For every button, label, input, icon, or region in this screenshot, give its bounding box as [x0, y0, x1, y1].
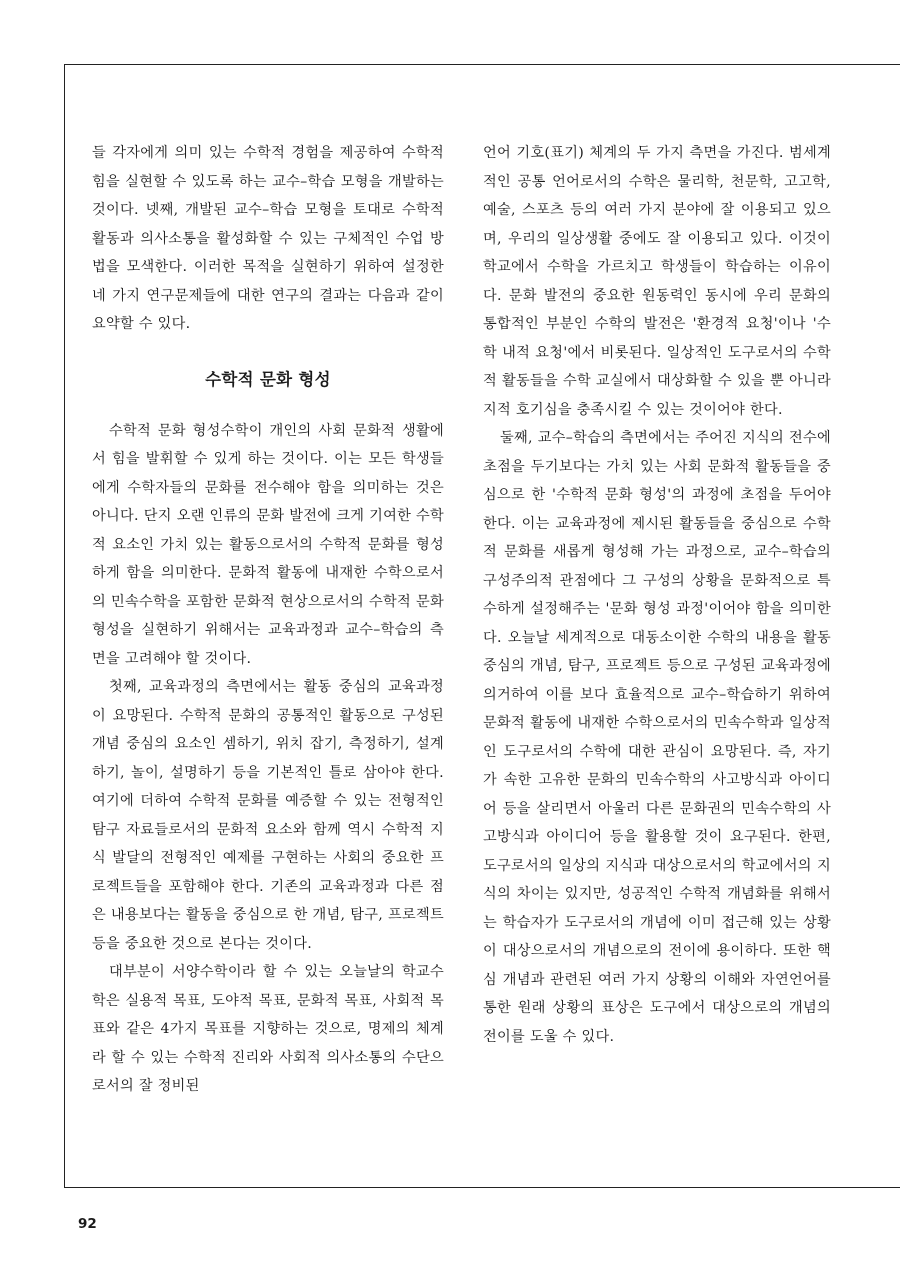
- paragraph: 언어 기호(표기) 체계의 두 가지 측면을 가진다. 범세계적인 공통 언어로서의 수학은 물리학, 천문학, 고고학, 예술, 스포츠 등의 여러 가지 분야에 잘 이용되고 있으며, 우리의 일상생활 중에도 잘 이용되고 있다. 이것이 학교에서 수학을 가르치고 학생들이 학습하는 이유이다. 문화 발전의 중요한 원동력인 동시에 우리 문화의 통합적인 부분인 수학의 발전은 '환경적 요청'이나 '수학 내적 요청'에서 비롯된다. 일상적인 도구로서의 수학적 활동들을 수학 교실에서 대상화할 수 있을 뿐 아니라 지적 호기심을 충족시킬 수 있는 것이어야 한다.: [483, 145, 831, 418]
- paragraph: 첫째, 교육과정의 측면에서는 활동 중심의 교육과정이 요망된다. 수학적 문화의 공통적인 활동으로 구성된 개념 중심의 요소인 셈하기, 위치 잡기, 측정하기, 설계하기, 놀이, 설명하기 등을 기본적인 틀로 삼아야 한다. 여기에 더하여 수학적 문화를 예증할 수 있는 전형적인 탐구 자료들로서의 문화적 요소와 함께 역시 수학적 지식 발달의 전형적인 예제를 구현하는 사회의 중요한 프로젝트들을 포함해야 한다. 기존의 교육과정과 다른 점은 내용보다는 활동을 중심으로 한 개념, 탐구, 프로젝트 등을 중요한 것으로 본다는 것이다.: [92, 679, 444, 952]
- paragraph: 둘째, 교수–학습의 측면에서는 주어진 지식의 전수에 초점을 두기보다는 가치 있는 사회 문화적 활동들을 중심으로 한 '수학적 문화 형성'의 과정에 초점을 두어야 한다. 이는 교육과정에 제시된 활동들을 중심으로 수학적 문화를 새롭게 형성해 가는 과정으로, 교수–학습의 구성주의적 관점에다 그 구성의 상황을 문화적으로 특수하게 설정해주는 '문화 형성 과정'이어야 함을 의미한다. 오늘날 세계적으로 대동소이한 수학의 내용을 활동 중심의 개념, 탐구, 프로젝트 등으로 구성된 교육과정에 의거하여 이를 보다 효율적으로 교수–학습하기 위하여 문화적 활동에 내재한 수학으로서의 민속수학과 일상적인 도구로서의 수학에 대한 관심이 요망된다. 즉, 자기가 속한 고유한 문화의 민속수학의 사고방식과 아이디어 등을 살리면서 아울러 다른 문화권의 민속수학의 사고방식과 아이디어 등을 활용할 것이 요구된다. 한편, 도구로서의 일상의 지식과 대상으로서의 학교에서의 지식의 차이는 있지만, 성공적인 수학적 개념화를 위해서는 학습자가 도구로서의 개념에 이미 접근해 있는 상황이 대상으로서의 개념으로의 전이에 용이하다. 또한 핵심 개념과 관련된 여러 가지 상황의 이해와 자연언어를 통한 원래 상황의 표상은 도구에서 대상으로의 개념의 전이를 도울 수 있다.: [483, 430, 831, 1045]
- top-rule: [64, 64, 900, 65]
- left-column: [92, 139, 444, 1101]
- paragraph: 수학적 문화 형성수학이 개인의 사회 문화적 생활에서 힘을 발휘할 수 있게 하는 것이다. 이는 모든 학생들에게 수학자들의 문화를 전수해야 함을 의미하는 것은 아니다. 단지 오랜 인류의 문화 발전에 크게 기여한 수학적 요소인 가치 있는 활동으로서의 수학적 문화를 형성하게 함을 의미한다. 문화적 활동에 내재한 수학으로서의 민속수학을 포함한 문화적 현상으로서의 수학적 문화 형성을 실현하기 위해서는 교육과정과 교수–학습의 측면을 고려해야 할 것이다.: [92, 422, 444, 667]
- right-column: [483, 139, 831, 1051]
- paragraph: 대부분이 서양수학이라 할 수 있는 오늘날의 학교수학은 실용적 목표, 도야적 목표, 문화적 목표, 사회적 목표와 같은 4가지 목표를 지향하는 것으로, 명제의 체계라 할 수 있는 수학적 진리와 사회적 의사소통의 수단으로서의 잘 정비된: [92, 964, 444, 1094]
- bottom-rule: [64, 1187, 900, 1188]
- left-rule: [64, 64, 65, 1188]
- section-heading: 수학적 문화 형성: [205, 369, 331, 389]
- paragraph: 들 각자에게 의미 있는 수학적 경험을 제공하여 수학적 힘을 실현할 수 있도록 하는 교수–학습 모형을 개발하는 것이다. 넷째, 개발된 교수–학습 모형을 토대로 수학적 활동과 의사소통을 활성화할 수 있는 구체적인 수업 방법을 모색한다. 이러한 목적을 실현하기 위하여 설정한 네 가지 연구문제들에 대한 연구의 결과는 다음과 같이 요약할 수 있다.: [92, 145, 444, 332]
- page-number: 92: [78, 1216, 97, 1232]
